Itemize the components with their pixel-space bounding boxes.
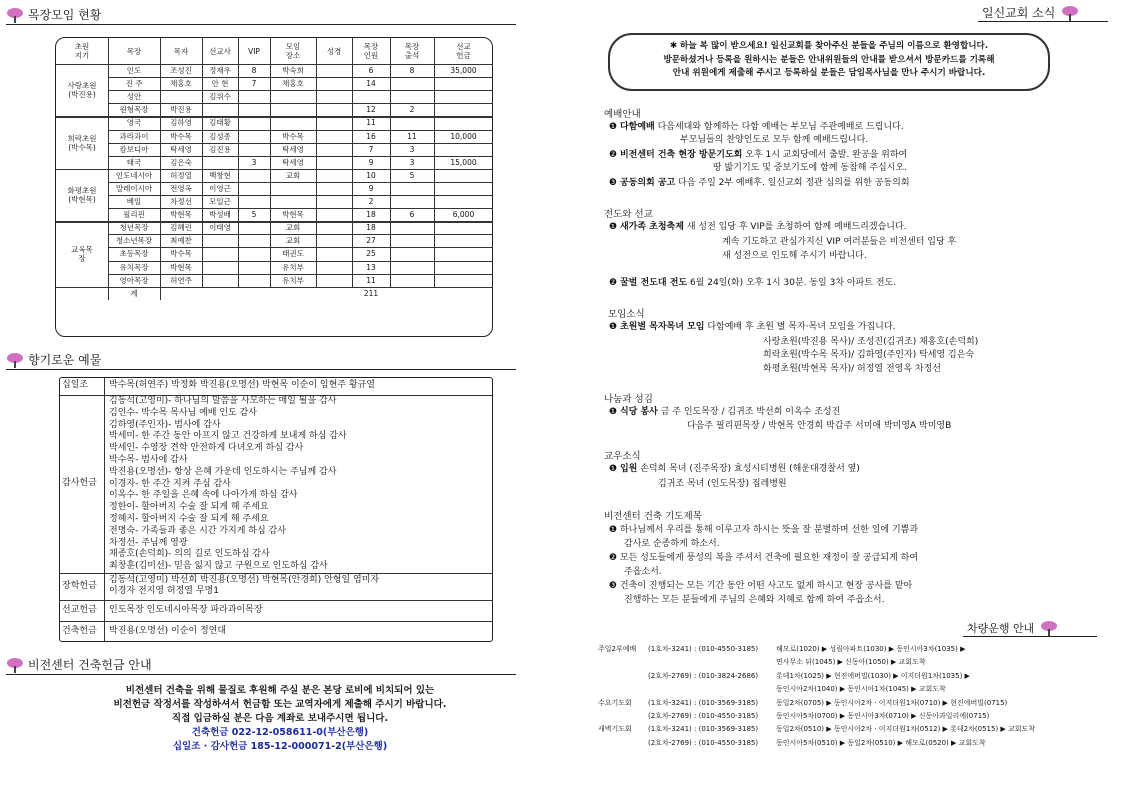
table-cell [238, 261, 270, 274]
table-cell: 전영옥 [170, 183, 192, 193]
table-cell: 11 [366, 275, 376, 285]
thanks-line: 박진용(오명선)- 항상 은혜 가운데 인도하시는 주님께 감사 [109, 466, 337, 477]
table-cell [238, 103, 270, 116]
table-cell [434, 221, 493, 234]
table-cell: 허연주 [170, 275, 192, 285]
thanks-line: 전명숙- 가족들과 좋은 시간 가지게 하심 감사 [109, 525, 286, 536]
thanks-line: 박세미- 한 주간 동안 아프지 않고 건강하게 보내게 하심 감사 [109, 431, 347, 442]
tree-icon [1040, 620, 1058, 636]
table-cell: 3 [409, 157, 415, 167]
account-building: 건축헌금 022-12-058611-0(부산은행) [191, 727, 369, 738]
table-header: 선교 헌금 [456, 42, 471, 60]
table-cell [434, 234, 493, 247]
table-cell: 박현목 [282, 210, 304, 220]
table-header: 목장 출석 [404, 42, 420, 60]
table-cell: 9 [368, 183, 374, 193]
table-cell [390, 221, 434, 234]
notice-line: 비전헌금 작정서를 작성하셔서 헌금함 또는 교역자에게 제출해 주시기 바랍니다. [113, 699, 447, 710]
table-cell: 3 [409, 144, 415, 154]
table-cell: 태국 [126, 157, 142, 167]
table-cell: 박수목 [282, 131, 304, 141]
vehicle-row [598, 711, 1098, 724]
table-cell [352, 90, 390, 103]
table-cell [316, 274, 352, 287]
share-title: 나눔과 섬김 [604, 394, 653, 405]
table-cell [202, 103, 238, 116]
table-cell [434, 77, 493, 90]
table-cell: 원형목장 [119, 105, 149, 115]
table-cell: 김은숙 [170, 157, 192, 167]
table-cell: 9 [368, 157, 374, 167]
total-label: 계 [130, 288, 138, 298]
table-cell [316, 221, 352, 234]
table-cell: 정재우 [209, 66, 231, 76]
thanks-line: 김인수- 박수목 목사님 예배 인도 감사 [109, 407, 257, 418]
table-cell: 차정선 [170, 197, 192, 207]
table-cell: 이영근 [209, 183, 231, 193]
row-label-thanks: 감사헌금 [62, 478, 97, 488]
mission-title: 전도와 선교 [604, 209, 653, 220]
prayer-line: ❸ 건축이 진행되는 모든 기간 동안 어떤 사고도 없게 하시고 현장 공사를 맡아 [609, 581, 913, 591]
table-cell [434, 274, 493, 287]
table-cell: 12 [366, 105, 376, 115]
section-header-offerings [6, 351, 516, 370]
thanks-line: 정한이- 할아버지 수술 잘 되게 해 주세요 [109, 502, 269, 513]
table-cell [390, 195, 434, 208]
table-cell: 과라과이 [119, 131, 149, 141]
table-cell [434, 169, 493, 182]
table-cell: 6,000 [452, 210, 475, 220]
table-cell: 2 [368, 197, 374, 207]
table-cell: 김진용 [209, 144, 231, 154]
table-cell: 15,000 [450, 157, 477, 167]
table-cell [316, 234, 352, 247]
table-cell: 유치부 [282, 262, 304, 272]
table-cell [434, 261, 493, 274]
table-cell [434, 103, 493, 116]
vehicle-route: 면사무소 뒤(1045) ▶ 신동아(1050) ▶ 교회도착 [776, 658, 926, 667]
table-cell: 김하영 [170, 118, 192, 128]
thanks-list [109, 396, 347, 573]
tree-icon [1061, 5, 1079, 21]
vehicle-contact: (1호차-3241) : (010-3569-3185) [648, 698, 759, 707]
table-cell [316, 169, 352, 182]
total-value: 211 [363, 288, 379, 298]
thanks-line: 김하영(주인자)- 범사에 감사 [109, 419, 221, 430]
table-cell [390, 274, 434, 287]
service-name: 주일2부예배 [598, 645, 637, 653]
table-cell: 조성진 [170, 66, 192, 76]
members-title: 교우소식 [604, 451, 641, 462]
table-cell: 성안 [126, 92, 142, 102]
table-cell: 2 [409, 105, 415, 115]
mission-item-2: ❷ 꿀벌 전도대 전도 6월 24일(화) 오후 1시 30분. 동일 3차 아파트 전도. [609, 278, 897, 288]
mission-item-1-cont: 계속 기도하고 관심가지신 VIP 여러분들은 비전센터 입당 후 [722, 237, 957, 247]
table-cell: 김태황 [209, 118, 231, 128]
table-cell [434, 247, 493, 260]
thanks-line: 채종호(손덕희)- 의의 길로 인도하심 감사 [109, 549, 270, 560]
table-cell: 채홍호 [170, 79, 192, 89]
table-cell [316, 182, 352, 195]
table-cell [316, 64, 352, 77]
table-cell [238, 143, 270, 156]
table-cell: 14 [366, 79, 376, 89]
table-cell [316, 103, 352, 116]
meeting-line: 희락초원(박수목 목자)/ 김하영(주인자) 탁세영 김은숙 [763, 350, 975, 360]
notice-line: 직접 입금하실 분은 다음 계좌로 보내주시면 됩니다. [171, 713, 389, 724]
vehicle-contact: (1호차-3241) : (010-3569-3185) [648, 725, 759, 734]
table-cell [390, 247, 434, 260]
thanks-line: 김동석(고영미)- 하나님의 말씀을 사모하는 매일 될을 감사 [109, 396, 337, 406]
worship-item-3: ❸ 공동의회 공고 다음 주일 2부 예배후. 일신교회 정관 심의를 위한 공동의회 [609, 178, 910, 188]
section-title: 비전센터 건축헌금 안내 [28, 658, 152, 672]
table-cell: 27 [366, 236, 376, 246]
table-cell: 채홍호 [282, 79, 304, 89]
share-item-1-cont: 다음주 필리핀목장 / 박현목 안경희 박갑주 서미애 박미영A 박미영B [687, 421, 952, 431]
vehicle-contact: (2호차-2769) : (010-4550-3185) [648, 738, 759, 747]
meeting-item-1: ❶ 초원별 목자목녀 모임 다함예배 후 초원 별 목자·목녀 모임을 가집니다. [609, 322, 896, 332]
table-cell: 청소년목장 [115, 236, 153, 246]
table-cell [316, 130, 352, 143]
table-cell: 6 [409, 210, 415, 220]
table-cell: 필리핀 [123, 210, 145, 220]
table-header: 모임 장소 [285, 42, 301, 60]
table-cell: 박성배 [209, 210, 231, 220]
prayer-line: ❷ 모든 성도들에게 풍성의 복을 주셔서 건축에 필요한 재정이 잘 공급되게 하여 [609, 553, 919, 563]
table-cell: 캄보디아 [119, 144, 149, 154]
table-cell: 청년목장 [119, 223, 149, 233]
table-cell: 박수목 [170, 249, 192, 259]
table-cell: 18 [366, 210, 376, 220]
table-cell: 초등목장 [119, 249, 149, 259]
table-cell: 박수목 [170, 131, 192, 141]
table-cell [434, 116, 493, 129]
table-cell: 3 [251, 157, 257, 167]
news-header [978, 4, 1108, 22]
table-cell: 박진용 [170, 105, 192, 115]
prayer-line: 감사로 순종하게 하소서. [624, 539, 720, 549]
vehicle-route: 롯데1차(1025) ▶ 현진에버빌(1030) ▶ 이지더원1차(1035) ▶ [776, 671, 970, 680]
table-cell: 탁세영 [282, 144, 304, 154]
table-cell [434, 90, 493, 103]
vehicle-row [598, 684, 1098, 697]
table-cell [270, 103, 316, 116]
vehicle-route: 동인시아5차(0700) ▶ 동인시아3차(0710) ▶ 신동아과일리에(0715) [776, 711, 990, 720]
table-cell: 16 [366, 131, 376, 141]
table-cell: 인도 [126, 66, 142, 76]
table-cell [390, 116, 434, 129]
table-cell: 5 [409, 170, 415, 180]
table-cell [390, 261, 434, 274]
vehicle-row [598, 698, 1098, 711]
members-item-1-cont: 김귀조 목녀 (인도목장) 집레병원 [658, 479, 787, 489]
table-cell: 교회 [285, 170, 301, 180]
table-cell: 25 [366, 249, 376, 259]
row-text-tithe: 박수목(허연주) 박정화 박진용(오명선) 박현목 이순이 임현주 황규열 [109, 380, 375, 390]
table-cell: 태권도 [282, 249, 304, 259]
table-cell [316, 116, 352, 129]
table-cell: 진 주 [125, 79, 143, 89]
tree-icon [6, 352, 24, 368]
table-cell [160, 90, 202, 103]
table-cell: 35,000 [450, 66, 477, 76]
table-cell: 7 [368, 144, 374, 154]
group-name: 사랑초원 (박진용) [67, 81, 97, 100]
welcome-line: 방문하셨거나 등록을 원하시는 분들은 안내위원들의 안내를 받으셔서 방문카드를 기록해 [663, 54, 995, 65]
table-cell: 유치부 [282, 275, 304, 285]
service-name: 수요기도회 [598, 698, 632, 707]
account-tithe: 십일조 · 감사헌금 185-12-000071-2(부산은행) [172, 741, 388, 752]
notice-line: 비전센터 건축을 위해 물질로 후원해 주실 분은 본당 로비에 비치되어 있는 [125, 685, 435, 696]
thanks-line: 박세인- 수영장 견학 안전하게 다녀오게 하심 감사 [109, 443, 304, 454]
table-cell [434, 195, 493, 208]
vehicle-contact: (2호차-2769) : (010-3824-2686) [648, 671, 759, 680]
table-header: VIP [248, 46, 260, 56]
table-cell [238, 234, 270, 247]
table-cell: 유치목장 [119, 262, 149, 272]
table-header: 선교사 [209, 46, 231, 56]
table-cell: 교회 [285, 223, 301, 233]
vehicle-route: 해모로(1020) ▶ 성림아파트(1030) ▶ 동인시아3차(1035) ▶ [776, 645, 966, 653]
table-cell [238, 274, 270, 287]
table-cell [316, 195, 352, 208]
table-cell [316, 261, 352, 274]
table-cell: 백창현 [209, 170, 231, 180]
group-status-table [55, 37, 493, 337]
table-cell: 11 [366, 118, 376, 128]
table-cell [238, 182, 270, 195]
thanks-line: 최창훈(김미선)- 믿음 잃지 않고 구원으로 인도하심 감사 [109, 561, 328, 572]
meeting-title: 모임소식 [608, 309, 645, 320]
table-cell: 인도네시아 [115, 170, 153, 180]
table-cell [390, 182, 434, 195]
table-cell [238, 90, 270, 103]
worship-item-1: ❶ 다함예배 다음세대와 함께하는 다함 예배는 부모님 주관예배로 드립니다. [609, 122, 904, 132]
row-text-mission: 인도목장 인도네시아목장 파라과이목장 [109, 605, 263, 615]
table-cell: 영국 [126, 118, 142, 128]
group-name: 희락초원 (박수목) [67, 133, 97, 152]
table-cell: 11 [407, 131, 417, 141]
table-cell: 13 [366, 262, 376, 272]
tree-icon [6, 7, 24, 23]
worship-item-2: ❷ 비전센터 건축 현장 방문기도회 오후 1시 교회당에서 출발. 완공을 위하여 [609, 150, 908, 160]
offerings-table [59, 377, 493, 642]
building-fund-notice [20, 684, 540, 754]
table-cell: 탁세영 [282, 157, 304, 167]
welcome-box [608, 33, 1050, 91]
table-cell: 8 [251, 66, 257, 76]
row-text-scholarship-2: 이경자 전지영 허정열 무명1 [109, 586, 219, 596]
row-label-mission: 선교헌금 [62, 605, 97, 615]
table-cell: 이태영 [209, 223, 231, 233]
table-cell: 김혜린 [170, 223, 192, 233]
worship-item-2-cont: 땅 밟기기도 및 중보기도에 함께 동참해 주십시오. [713, 163, 907, 173]
row-label-tithe: 십일조 [62, 380, 89, 390]
table-cell [238, 116, 270, 129]
thanks-line: 박수목- 범사에 감사 [109, 454, 188, 465]
table-cell [390, 90, 434, 103]
service-name: 새벽기도회 [598, 725, 632, 734]
thanks-line: 정혜지- 할아버지 수술 잘 되게 해 주세요 [109, 513, 269, 524]
table-cell [202, 261, 238, 274]
table-header: 목장 인원 [363, 42, 379, 60]
vehicle-header [963, 620, 1097, 637]
table-cell [238, 169, 270, 182]
table-cell [316, 90, 352, 103]
vehicle-row [598, 644, 1098, 657]
table-header: 초원 지기 [74, 42, 90, 60]
tree-icon [6, 657, 24, 673]
vehicle-schedule [598, 644, 1098, 751]
table-cell: 8 [409, 66, 415, 76]
table-cell: 5 [251, 210, 257, 220]
table-cell: 18 [366, 223, 376, 233]
table-cell: 김위수 [209, 92, 231, 102]
section-header-group-status [6, 6, 516, 25]
vehicle-row [598, 724, 1098, 737]
meeting-line: 사랑초원(박진용 목사)/ 조성진(김귀조) 채홍호(손덕희) [763, 337, 979, 347]
table-cell [238, 130, 270, 143]
table-cell: 박현목 [170, 262, 192, 272]
table-cell: 모일근 [209, 197, 231, 207]
prayer-line: ❶ 하나님께서 우리를 통해 이루고자 하시는 뜻을 잘 분별하며 선한 일에 기쁨과 [609, 525, 919, 535]
table-cell [390, 77, 434, 90]
table-cell: 7 [251, 79, 257, 89]
section-title: 목장모임 현황 [28, 8, 102, 22]
table-cell: 허정열 [170, 170, 192, 180]
table-cell: 6 [368, 66, 374, 76]
table-cell: 영아목장 [119, 275, 149, 285]
table-cell [270, 182, 316, 195]
mission-item-1: ❶ 새가족 초청축제 새 성전 입당 후 VIP를 초청하여 함께 예배드리겠습니다. [609, 222, 907, 232]
vehicle-row [598, 738, 1098, 751]
table-cell [238, 195, 270, 208]
table-cell [390, 234, 434, 247]
table-cell [202, 156, 238, 169]
table-cell [434, 143, 493, 156]
vehicle-title: 차량운행 안내 [967, 622, 1035, 635]
table-cell [316, 143, 352, 156]
row-text-scholarship-1: 김동석(고영미) 박선희 박진용(오명선) 박현목(안경희) 안형일 염미자 [109, 575, 380, 585]
table-cell [434, 182, 493, 195]
thanks-line: 이경자- 한 주간 지켜 주심 감사 [109, 478, 231, 489]
row-label-scholarship: 장학헌금 [62, 581, 97, 591]
group-name: 화평초원 (박현목) [67, 185, 97, 204]
table-cell [270, 116, 316, 129]
table-cell [316, 208, 352, 221]
table-header: 성경 [326, 46, 342, 56]
worship-title: 예배안내 [604, 109, 641, 120]
vehicle-contact: (2호차-2769) : (010-4550-3185) [648, 711, 759, 720]
table-cell: 박현목 [170, 210, 192, 220]
table-header: 목자 [173, 46, 189, 56]
thanks-line: 차정선- 주님께 영광 [109, 537, 188, 548]
meeting-line: 화평초원(박현목 목자)/ 허정열 전영옥 차정선 [763, 364, 941, 374]
worship-item-1-cont: 부모님들의 찬양인도로 모두 함께 예배드립니다. [680, 135, 869, 145]
table-cell: 최예찬 [170, 236, 192, 246]
mission-item-1-cont2: 새 성전으로 인도해 주시기 바랍니다. [722, 251, 867, 261]
table-cell [316, 247, 352, 260]
table-cell: 베일 [126, 197, 142, 207]
table-cell: 교회 [285, 236, 301, 246]
vehicle-contact: (1호차-3241) : (010-4550-3185) [648, 645, 759, 653]
vehicle-row [598, 671, 1098, 684]
table-cell [238, 247, 270, 260]
table-cell [316, 156, 352, 169]
vehicle-route: 동인시아5차(0510) ▶ 동일2차(0510) ▶ 해모로(0520) ▶ 교회도착 [776, 738, 986, 747]
row-text-building: 박진용(오명선) 이순이 정연대 [109, 626, 227, 636]
table-cell: 탁세영 [170, 144, 192, 154]
vehicle-route: 동인시아2차(1040) ▶ 동인시아1차(1045) ▶ 교회도착 [776, 685, 946, 694]
table-cell [202, 247, 238, 260]
table-cell: 10 [366, 170, 376, 180]
table-cell [270, 195, 316, 208]
members-item-1: ❶ 입원 손덕희 목녀 (진주목장) 효성시티병원 (해운대경찰서 옆) [609, 464, 860, 474]
prayer-line: 진행하는 모든 분들에게 주님의 은혜와 지혜로 함께 하여 주옵소서. [624, 595, 885, 605]
table-header: 목장 [126, 46, 142, 56]
welcome-line: ✱ 하늘 복 많이 받으세요! 일신교회를 찾아주신 분들을 주님의 이름으로 환영합니다. [669, 41, 989, 51]
news-title: 일신교회 소식 [982, 6, 1056, 20]
prayer-title: 비전센터 건축 기도제목 [604, 511, 702, 522]
table-cell: 안 현 [211, 79, 229, 89]
table-cell: 말레이시아 [115, 183, 153, 193]
thanks-line: 이옥수- 한 주일을 은혜 속에 나아가게 하심 감사 [109, 490, 298, 501]
table-cell: 박숙희 [282, 66, 304, 76]
table-cell: 김성종 [209, 131, 231, 141]
share-item-1: ❶ 식당 봉사 금 주 인도목장 / 김귀조 박선희 이옥수 조성진 [609, 407, 841, 417]
row-label-building: 건축헌금 [62, 626, 97, 636]
vehicle-row [598, 657, 1098, 670]
table-cell [238, 221, 270, 234]
vehicle-route: 동일2차(0705) ▶ 동인시아2차 · 이지더원1차(0710) ▶ 현진에버빌(0715) [776, 698, 1008, 707]
table-cell: 10,000 [450, 131, 477, 141]
welcome-line: 안내 위원에게 제출해 주시고 등록하실 분들은 담임목사님을 만나 주시기 바랍니다. [672, 68, 986, 78]
section-title: 향기로운 예물 [28, 353, 102, 367]
prayer-line: 주옵소서. [624, 567, 662, 577]
table-cell [270, 90, 316, 103]
table-cell [202, 274, 238, 287]
vehicle-route: 동일2차(0510) ▶ 동인시아2차 · 이지더원1차(0512) ▶ 롯데2차(0515) ▶ 교회도착 [776, 725, 1036, 734]
table-cell [202, 234, 238, 247]
group-name: 교육목 장 [71, 244, 93, 263]
section-header-building-fund [6, 656, 516, 675]
table-cell [316, 77, 352, 90]
